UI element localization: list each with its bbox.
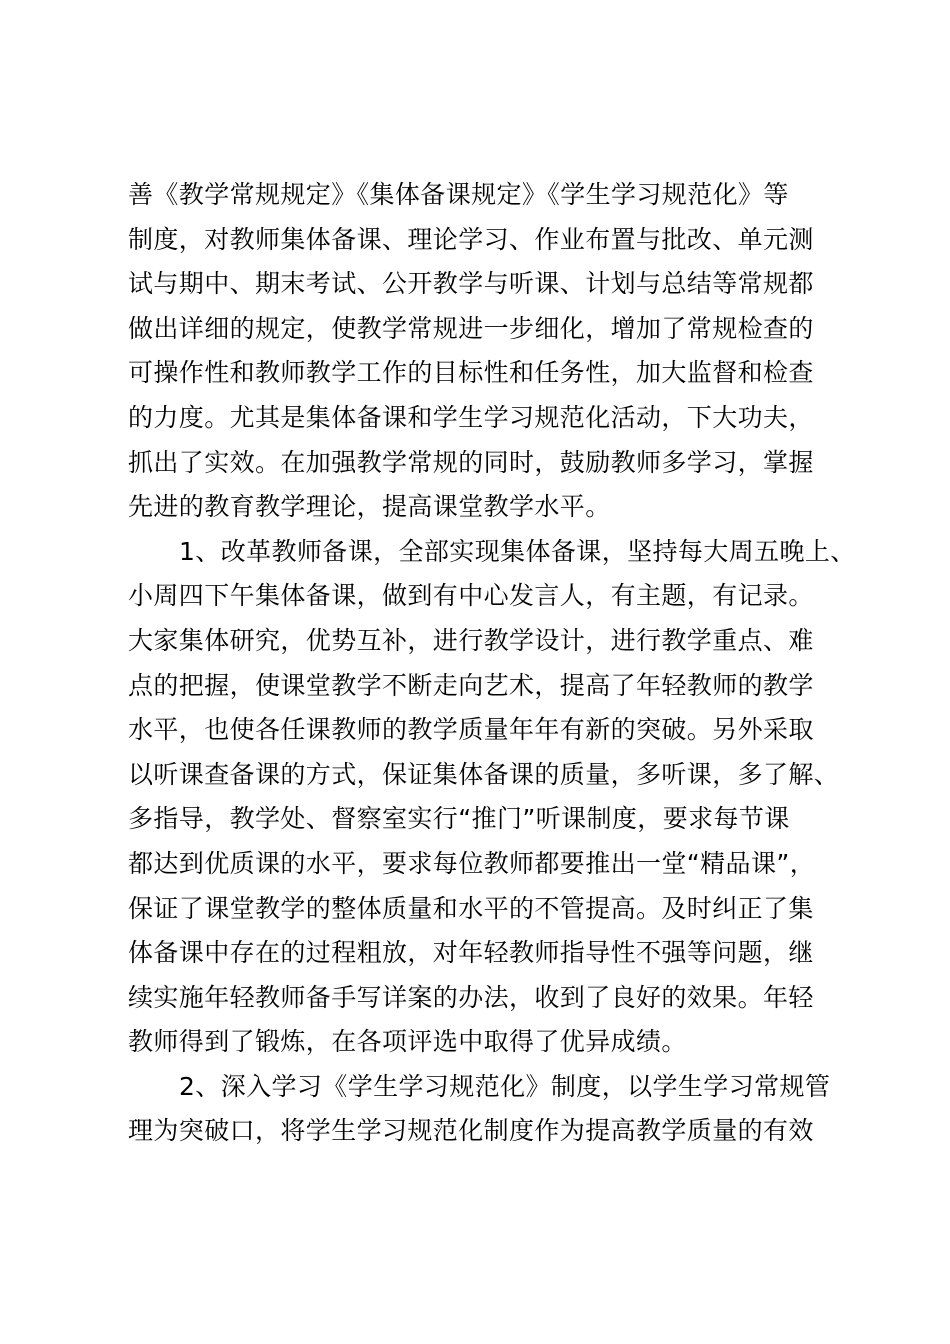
text-line: 的力度。尤其是集体备课和学生学习规范化活动，下大功夫， xyxy=(128,402,814,432)
text-line: 水平，也使各任课教师的教学质量年年有新的突破。另外采取 xyxy=(128,715,814,745)
text-line: 以听课查备课的方式，保证集体备课的质量，多听课，多了解、 xyxy=(128,759,840,789)
text-line: 保证了课堂教学的整体质量和水平的不管提高。及时纠正了集 xyxy=(128,893,814,923)
text-line: 续实施年轻教师备手写详案的办法，收到了良好的效果。年轻 xyxy=(128,982,814,1012)
text-line: 抓出了实效。在加强教学常规的同时，鼓励教师多学习，掌握 xyxy=(128,447,814,477)
text-line: 制度，对教师集体备课、理论学习、作业布置与批改、单元测 xyxy=(128,224,814,254)
text-line: 小周四下午集体备课，做到有中心发言人，有主题，有记录。 xyxy=(128,581,814,611)
paragraph-start-line: 2、深入学习《学生学习规范化》制度，以学生学习常规管 xyxy=(179,1071,831,1101)
text-line: 理为突破口，将学生学习规范化制度作为提高教学质量的有效 xyxy=(128,1116,814,1146)
text-line: 教师得到了锻炼，在各项评选中取得了优异成绩。 xyxy=(128,1027,687,1057)
paragraph-start-line: 1、改革教师备课，全部实现集体备课，坚持每大周五晚上、 xyxy=(179,536,856,566)
text-line: 多指导，教学处、督察室实行“推门”听课制度，要求每节课 xyxy=(128,804,790,834)
text-line: 试与期中、期末考试、公开教学与听课、计划与总结等常规都 xyxy=(128,269,814,299)
text-line: 可操作性和教师教学工作的目标性和任务性，加大监督和检查 xyxy=(128,358,814,388)
text-line: 大家集体研究，优势互补，进行教学设计，进行教学重点、难 xyxy=(128,625,814,655)
text-line: 都达到优质课的水平，要求每位教师都要推出一堂“精品课”， xyxy=(128,848,816,878)
body-text xyxy=(128,173,856,1154)
text-line: 先进的教育教学理论，提高课堂教学水平。 xyxy=(128,492,611,522)
text-line: 做出详细的规定，使教学常规进一步细化，增加了常规检查的 xyxy=(128,313,814,343)
text-line: 体备课中存在的过程粗放，对年轻教师指导性不强等问题，继 xyxy=(128,938,814,968)
text-line: 善《教学常规规定》《集体备课规定》《学生学习规范化》等 xyxy=(128,180,789,209)
text-line: 点的把握，使课堂教学不断走向艺术，提高了年轻教师的教学 xyxy=(128,670,814,700)
